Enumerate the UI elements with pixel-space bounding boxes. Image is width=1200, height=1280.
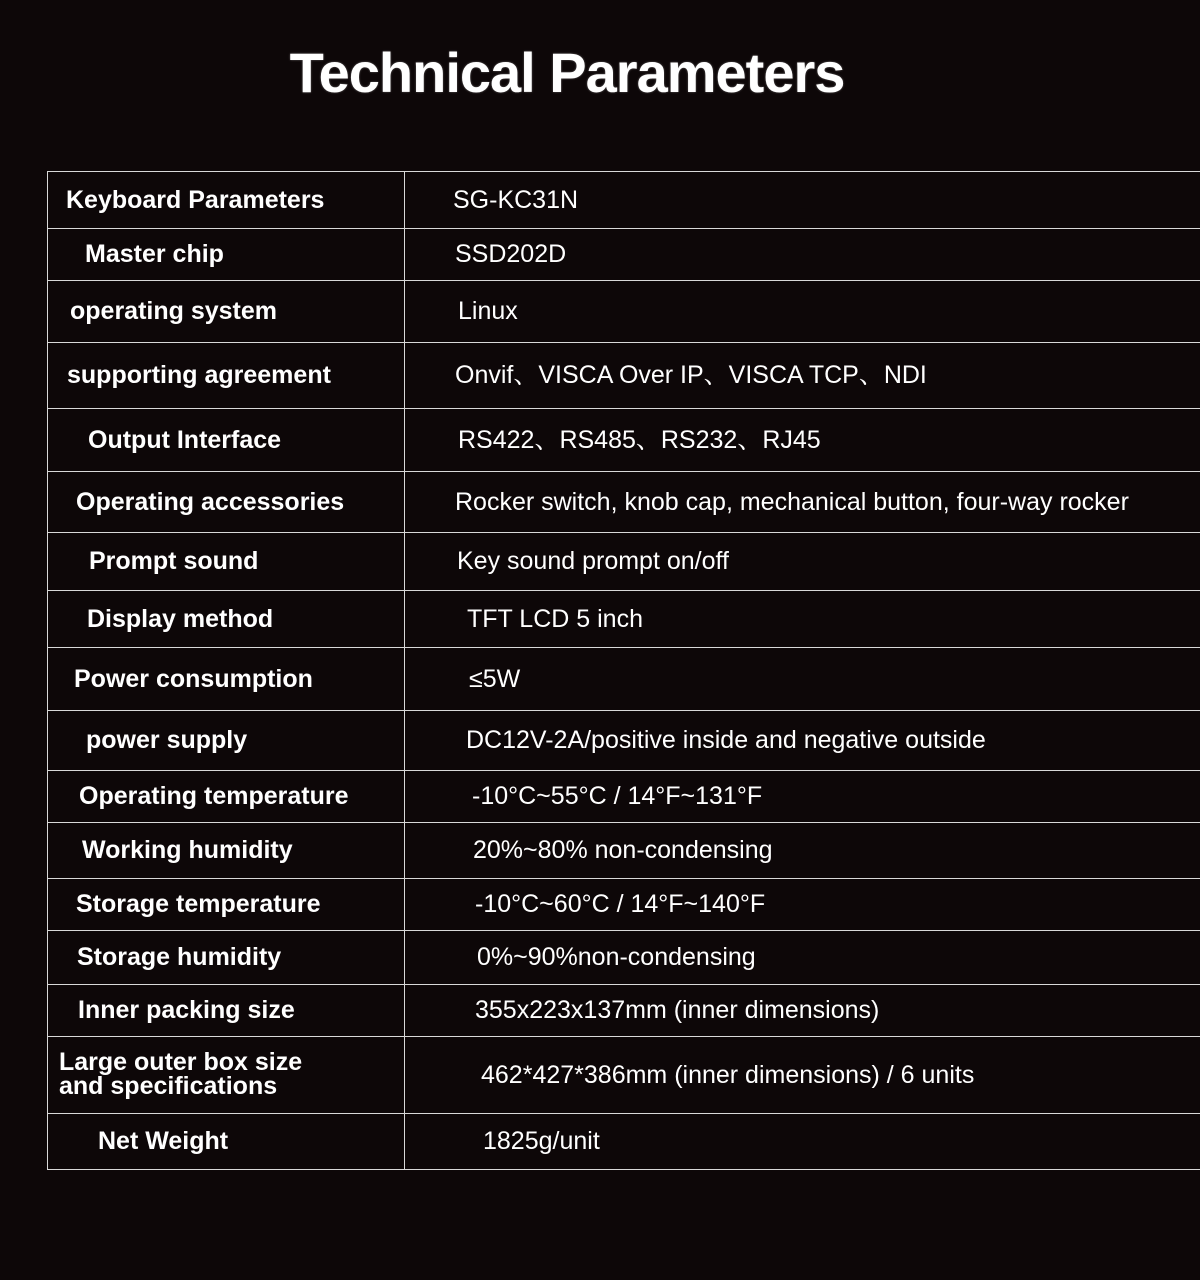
row-label: Net Weight <box>98 1127 229 1155</box>
row-label-cell <box>48 823 405 879</box>
row-value: Rocker switch, knob cap, mechanical button, four-way rocker <box>455 487 1129 516</box>
row-label: Operating accessories <box>76 487 345 516</box>
row-label-cell <box>48 931 405 985</box>
row-value-cell <box>405 1037 1200 1114</box>
row-value: 20%~80% non-condensing <box>473 836 773 864</box>
row-value-cell <box>405 229 1200 281</box>
table-row <box>48 229 1200 281</box>
row-value-cell <box>405 931 1200 985</box>
table-row <box>48 711 1200 771</box>
table-row <box>48 533 1200 591</box>
row-label-cell <box>48 879 405 931</box>
row-label-cell <box>48 771 405 823</box>
row-label: operating system <box>70 297 278 325</box>
row-value-cell <box>405 172 1200 229</box>
row-value-cell <box>405 879 1200 931</box>
row-value: ≤5W <box>469 664 521 693</box>
row-value-cell <box>405 771 1200 823</box>
row-label-cell <box>48 409 405 472</box>
row-label: Working humidity <box>82 836 293 864</box>
table-row <box>48 281 1200 343</box>
row-value: SG-KC31N <box>453 185 579 214</box>
row-value-cell <box>405 1114 1200 1170</box>
row-value-cell <box>405 533 1200 591</box>
table-row <box>48 472 1200 533</box>
row-value-cell <box>405 281 1200 343</box>
row-label-cell <box>48 343 405 409</box>
row-label: supporting agreement <box>67 361 331 389</box>
row-label-cell <box>48 711 405 771</box>
table-row <box>48 648 1200 711</box>
row-value-cell <box>405 648 1200 711</box>
row-label: Display method <box>87 604 274 633</box>
parameters-table <box>47 171 1200 1170</box>
table-row <box>48 823 1200 879</box>
row-value: Key sound prompt on/off <box>457 547 729 575</box>
row-value: 355x223x137mm (inner dimensions) <box>475 996 880 1024</box>
row-label: Prompt sound <box>89 547 259 575</box>
row-value: Onvif、VISCA Over IP、VISCA TCP、NDI <box>455 361 927 389</box>
table-row <box>48 985 1200 1037</box>
row-value: 462*427*386mm (inner dimensions) / 6 units <box>481 1060 975 1089</box>
row-label: power supply <box>86 726 248 754</box>
row-label-cell <box>48 229 405 281</box>
row-value-cell <box>405 591 1200 648</box>
row-value: 1825g/unit <box>483 1127 600 1155</box>
table-row <box>48 931 1200 985</box>
table-row <box>48 343 1200 409</box>
row-label-cell <box>48 648 405 711</box>
row-label-cell <box>48 281 405 343</box>
row-value: -10°C~60°C / 14°F~140°F <box>475 890 766 918</box>
row-value-cell <box>405 409 1200 472</box>
row-value-cell <box>405 472 1200 533</box>
row-label: Power consumption <box>74 664 313 693</box>
row-label: Large outer box size and specifications <box>59 1048 303 1100</box>
row-value: Linux <box>458 297 518 325</box>
row-label-cell <box>48 985 405 1037</box>
table-row <box>48 1037 1200 1114</box>
row-label-cell <box>48 533 405 591</box>
row-value: DC12V-2A/positive inside and negative outside <box>466 726 986 754</box>
table-row <box>48 591 1200 648</box>
page-title: Technical Parameters <box>289 41 845 104</box>
table-row <box>48 1114 1200 1170</box>
row-value: RS422、RS485、RS232、RJ45 <box>458 425 821 454</box>
row-label: Storage temperature <box>76 890 321 918</box>
row-label: Keyboard Parameters <box>66 185 325 214</box>
table-row <box>48 409 1200 472</box>
row-label: Inner packing size <box>78 996 295 1024</box>
row-value: TFT LCD 5 inch <box>467 604 643 633</box>
row-label-cell <box>48 591 405 648</box>
row-label-cell <box>48 1037 405 1114</box>
row-label-cell <box>48 472 405 533</box>
row-value-cell <box>405 711 1200 771</box>
table-row <box>48 879 1200 931</box>
row-value: SSD202D <box>455 240 567 268</box>
table-row <box>48 771 1200 823</box>
row-label-cell <box>48 1114 405 1170</box>
row-value-cell <box>405 823 1200 879</box>
row-value-cell <box>405 343 1200 409</box>
row-value: 0%~90%non-condensing <box>477 943 756 971</box>
row-value-cell <box>405 985 1200 1037</box>
row-label: Output Interface <box>88 425 282 454</box>
table-row <box>48 172 1200 229</box>
row-label: Storage humidity <box>77 943 282 971</box>
row-label-cell <box>48 172 405 229</box>
row-value: -10°C~55°C / 14°F~131°F <box>472 782 763 810</box>
row-label: Master chip <box>85 240 224 268</box>
row-label: Operating temperature <box>79 782 349 810</box>
